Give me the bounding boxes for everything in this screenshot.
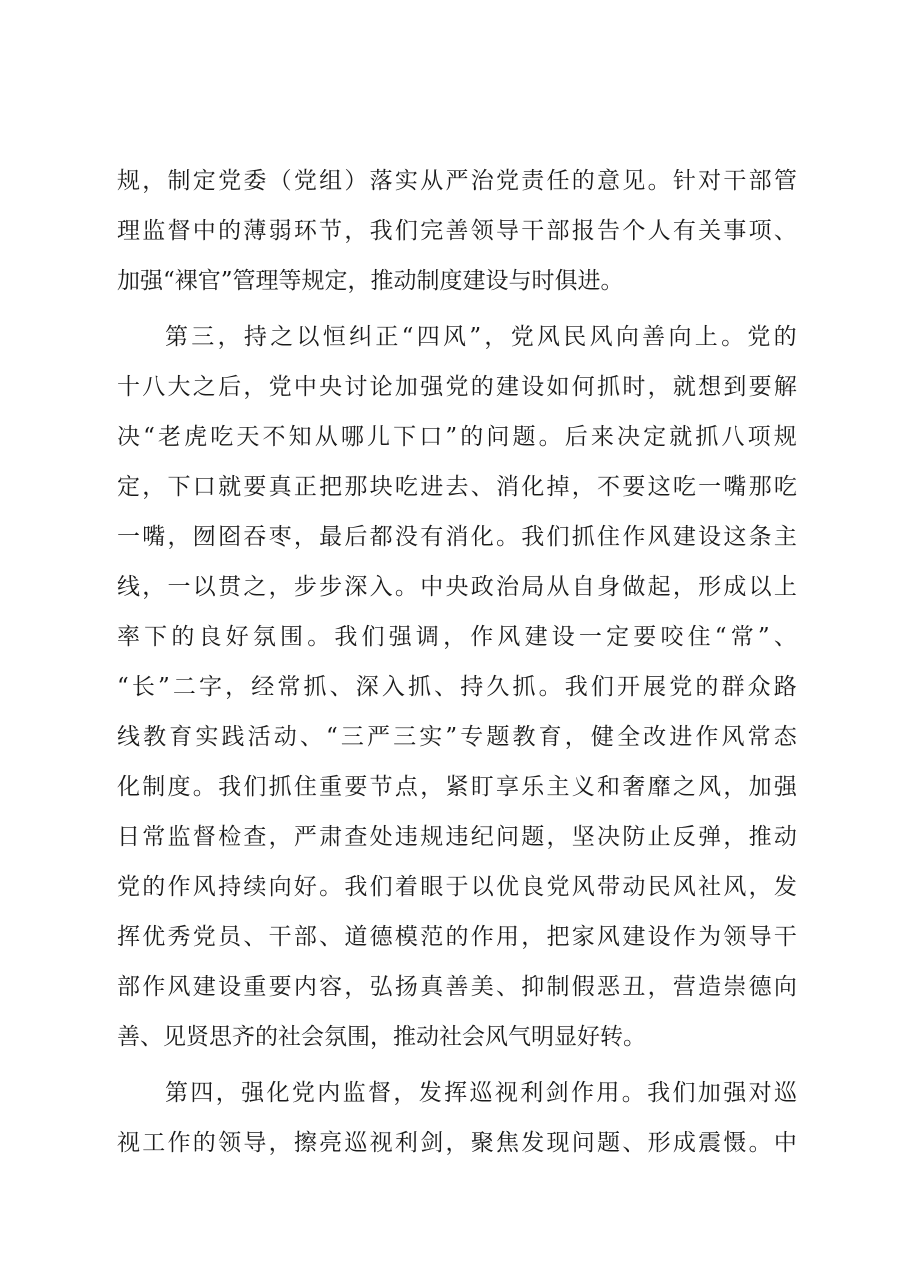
text-line: 规 ， 制 定 党 委 （ 党 组 ） 落 实 从 严 治 党 责 任 的 意 见 。 针 对 干 部 管 bbox=[117, 168, 797, 194]
text-line: 理 监 督 中 的 薄 弱 环 节 ， 我 们 完 善 领 导 干 部 报 告 个 人 有 关 事 项 、 bbox=[117, 218, 797, 244]
paragraph-2 bbox=[117, 312, 797, 1062]
text-line: 党 的 作 风 持 续 向 好 。 我 们 着 眼 于 以 优 良 党 风 带 动 民 风 社 风 ， 发 bbox=[117, 874, 797, 900]
text-line: 加强“裸官”管理等规定，推动制度建设与时俱进。 bbox=[117, 268, 624, 294]
text-line: 率 下 的 良 好 氛 围 。 我 们 强 调 ， 作 风 建 设 一 定 要 咬 住 “ 常 ” 、 bbox=[117, 624, 797, 650]
text-line: 定 ， 下 口 就 要 真 正 把 那 块 吃 进 去 、 消 化 掉 ， 不 要 这 吃 一 嘴 那 吃 bbox=[117, 474, 797, 500]
text-line: 线 ， 一 以 贯 之 ， 步 步 深 入 。 中 央 政 治 局 从 自 身 做 起 ， 形 成 以 上 bbox=[117, 574, 797, 600]
text-line: 第 四 ， 强 化 党 内 监 督 ， 发 挥 巡 视 利 剑 作 用 。 我 们 加 强 对 巡 bbox=[165, 1080, 797, 1106]
text-line: 部 作 风 建 设 重 要 内 容 ， 弘 扬 真 善 美 、 抑 制 假 恶 丑 ， 营 造 崇 德 向 bbox=[117, 974, 797, 1000]
text-line: 化 制 度 。 我 们 抓 住 重 要 节 点 ， 紧 盯 享 乐 主 义 和 奢 靡 之 风 ， 加 强 bbox=[117, 774, 797, 800]
text-line: 线 教 育 实 践 活 动 、 “ 三 严 三 实 ” 专 题 教 育 ， 健 全 改 进 作 风 常 态 bbox=[117, 724, 797, 750]
paragraph-3 bbox=[117, 1068, 797, 1168]
text-line: 第 三 ， 持 之 以 恒 纠 正 “ 四 风 ” ， 党 风 民 风 向 善 向 上 。 党 的 bbox=[165, 324, 797, 350]
text-line: 视 工 作 的 领 导 ， 擦 亮 巡 视 利 剑 ， 聚 焦 发 现 问 题 、 形 成 震 慑 。 中 bbox=[117, 1130, 797, 1156]
text-line: 挥 优 秀 党 员 、 干 部 、 道 德 模 范 的 作 用 ， 把 家 风 建 设 作 为 领 导 干 bbox=[117, 924, 797, 950]
text-line: 善、见贤思齐的社会氛围，推动社会风气明显好转。 bbox=[117, 1024, 646, 1050]
text-line: 十 八 大 之 后 ， 党 中 央 讨 论 加 强 党 的 建 设 如 何 抓 时 ， 就 想 到 要 解 bbox=[117, 374, 797, 400]
text-line: 决 “ 老 虎 吃 天 不 知 从 哪 儿 下 口 ” 的 问 题 。 后 来 决 定 就 抓 八 项 规 bbox=[117, 424, 797, 450]
text-line: “ 长 ” 二 字 ， 经 常 抓 、 深 入 抓 、 持 久 抓 。 我 们 开 展 党 的 群 众 路 bbox=[117, 674, 797, 700]
paragraph-1 bbox=[117, 156, 797, 306]
text-line: 一 嘴 ， 囫 囵 吞 枣 ， 最 后 都 没 有 消 化 。 我 们 抓 住 作 风 建 设 这 条 主 bbox=[117, 524, 797, 550]
text-line: 日 常 监 督 检 查 ， 严 肃 查 处 违 规 违 纪 问 题 ， 坚 决 防 止 反 弹 ， 推 动 bbox=[117, 824, 797, 850]
document-body bbox=[117, 156, 797, 1168]
